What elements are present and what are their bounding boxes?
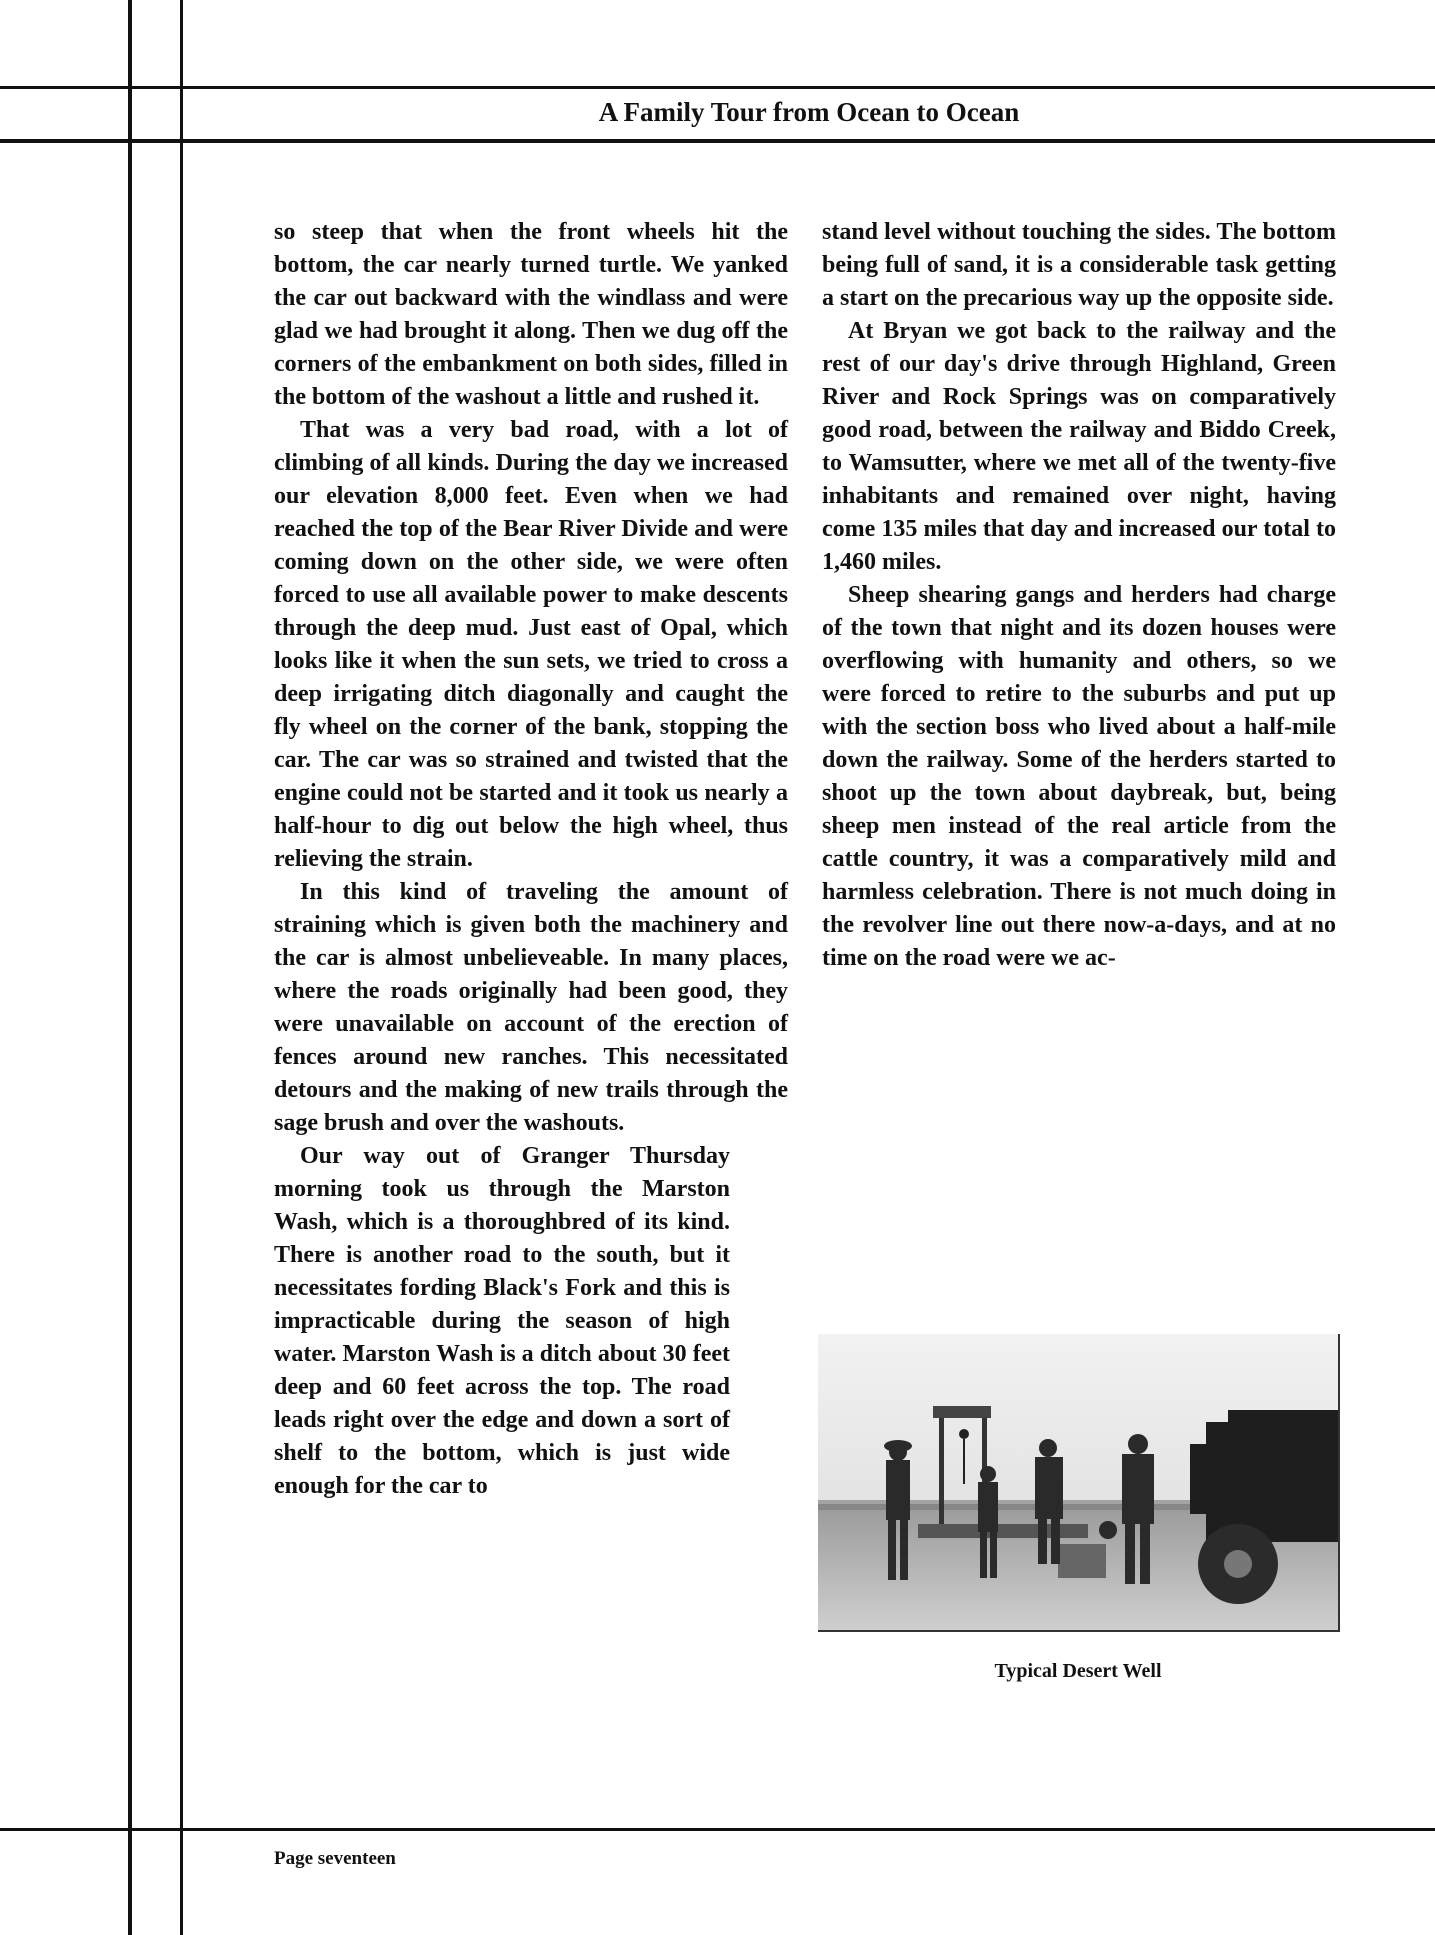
left-border-line	[128, 0, 132, 1935]
running-head: A Family Tour from Ocean to Ocean	[598, 97, 1020, 127]
header-bottom-rule	[0, 139, 1435, 143]
left-column	[274, 216, 788, 1503]
left-paragraph-1: so steep that when the front wheels hit the bottom, the car nearly turned turtle. We yanked the car out backward with the windlass and were glad we had brought it along. Then we dug off the corners of the embankment on both sides, filled in the bottom of the washout a little and rushed it.	[274, 219, 788, 410]
right-paragraph-2: At Bryan we got back to the railway and the rest of our day's drive through Highland, Green River and Rock Springs was on comparatively good road, between the railway and Biddo Creek, to Wamsutter, where we met all of the twenty-five inhabitants and remained over night, having come 135 miles that day and increased our total to 1,460 miles.	[822, 318, 1336, 575]
right-paragraph-3: Sheep shearing gangs and herders had charge of the town that night and its dozen houses were overflowing with humanity and others, so we were forced to retire to the suburbs and put up with the section boss who lived about a half-mile down the railway. Some of the herders started to shoot up the town about daybreak, but, being sheep men instead of the real article from the cattle country, it was a comparatively mild and harmless celebration. There is not much doing in the revolver line out there now-a-days, and at no time on the road were we ac-	[822, 582, 1336, 971]
right-column	[822, 216, 1336, 975]
right-paragraph-1: stand level without touching the sides. The bottom being full of sand, it is a considerable task getting a start on the precarious way up the opposite side.	[822, 219, 1336, 311]
header-top-rule	[0, 86, 1435, 89]
footer-rule	[0, 1828, 1435, 1831]
figure-caption: Typical Desert Well	[994, 1660, 1162, 1682]
inner-border-line	[180, 0, 183, 1935]
desert-well-photo-image	[818, 1334, 1338, 1630]
desert-well-photo	[818, 1334, 1340, 1632]
left-paragraph-3: In this kind of traveling the amount of straining which is given both the machinery and the car is almost unbelieveable. In many places, where the roads originally had been good, they were unavailable on account of the erection of fences around new ranches. This necessitated detours and the making of new trails through the sage brush and over the washouts.	[274, 879, 788, 1136]
page-number: Page seventeen	[274, 1848, 396, 1869]
left-paragraph-2: That was a very bad road, with a lot of climbing of all kinds. During the day we increased our elevation 8,000 feet. Even when we had reached the top of the Bear River Divide and were coming down on the other side, we were often forced to use all available power to make descents through the deep mud. Just east of Opal, which looks like it when the sun sets, we tried to cross a deep irrigating ditch diagonally and caught the fly wheel on the corner of the bank, stopping the car. The car was so strained and twisted that the engine could not be started and it took us nearly a half-hour to dig out below the high wheel, thus relieving the strain.	[274, 417, 788, 872]
left-paragraph-4: Our way out of Granger Thursday morning took us through the Marston Wash, which is a thoroughbred of its kind. There is another road to the south, but it necessitates fording Black's Fork and this is impracticable during the season of high water. Marston Wash is a ditch about 30 feet deep and 60 feet across the top. The road leads right over the edge and down a sort of shelf to the bottom, which is just wide enough for the car to	[274, 1143, 730, 1499]
